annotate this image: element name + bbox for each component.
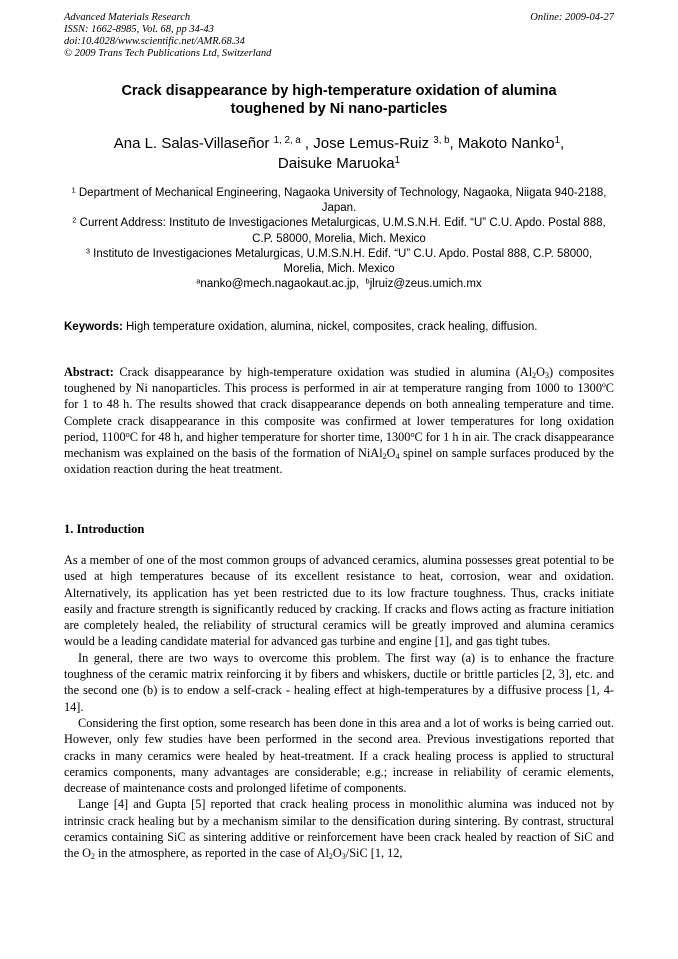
keywords-label: Keywords: bbox=[64, 321, 123, 333]
introduction-body bbox=[64, 552, 614, 862]
affiliation-number: 2 bbox=[72, 215, 77, 225]
affiliation-text: Department of Mechanical Engineering, Nagaoka University of Technology, Nagaoka, Niigata 940-2188, Japan. bbox=[75, 187, 607, 215]
keywords bbox=[64, 320, 614, 334]
paragraph: In general, there are two ways to overcome this problem. The first way (a) is to enhance the fracture toughness of the ceramic matrix reinforcing it by fibers and whiskers, ductile or brittle particles [2, 3], etc. and the second one (b) is to endow a self-crack - healing effect at high-temperatures by a diffusive process [1, 4-14]. bbox=[64, 650, 614, 714]
paragraph bbox=[64, 796, 614, 861]
author-list bbox=[64, 134, 614, 174]
subscript: 2 bbox=[90, 852, 95, 862]
abstract-text: C for 48 h, and higher temperature for shorter time, 1300 bbox=[129, 429, 411, 444]
superscript: o bbox=[125, 429, 130, 439]
email-link[interactable]: jlruiz@zeus.umich.mx bbox=[369, 278, 482, 291]
subscript: 3 bbox=[545, 370, 550, 380]
author-separator: , bbox=[560, 135, 565, 152]
copyright-line: © 2009 Trans Tech Publications Ltd, Switzerland bbox=[64, 48, 272, 59]
author-affiliation-mark: 1 bbox=[394, 155, 401, 167]
affiliation-number: 1 bbox=[71, 185, 76, 195]
paragraph-text: /SiC [1, 12, bbox=[345, 846, 403, 861]
paragraph-text: Lange [4] and Gupta [5] reported that crack healing process in monolithic alumina was induced not by intrinsic crack healing but by a mechanism similar to the densification during sintering. By contrast, structural ceramics containing SiC as sintering additive or reinforcement have been crack healed by reaction of SiC and the O bbox=[64, 797, 614, 861]
email-link[interactable]: nanko@mech.nagaokaut.ac.jp, bbox=[200, 278, 360, 291]
affiliation-number: 3 bbox=[85, 246, 90, 256]
abstract bbox=[64, 364, 614, 477]
email-mark: b bbox=[365, 276, 370, 286]
abstract-text: O bbox=[386, 446, 396, 461]
paragraph-text: O bbox=[332, 846, 342, 861]
paragraph-text: in the atmosphere, as reported in the case of Al bbox=[94, 846, 329, 861]
doi-line: doi:10.4028/www.scientific.net/AMR.68.34 bbox=[64, 36, 245, 47]
abstract-label: Abstract: bbox=[64, 365, 114, 379]
author-name: Ana L. Salas-Villaseñor bbox=[113, 135, 274, 152]
abstract-text: spinel on sample surfaces produced by the oxidation reaction during the heat treatment. bbox=[64, 446, 614, 477]
affiliation-text: Instituto de Investigaciones Metalurgicas, U.M.S.N.H. Edif. “U” C.U. Apdo. Postal 888, C.P. 58000, Morelia, Mich. Mexico bbox=[89, 247, 593, 276]
title-line-2: toughened by Ni nano-particles bbox=[230, 101, 448, 117]
email-mark: a bbox=[196, 276, 201, 286]
abstract-text: Crack disappearance by high-temperature oxidation was studied in alumina (Al bbox=[113, 365, 533, 379]
subscript: 2 bbox=[382, 452, 387, 461]
section-heading: 1. Introduction bbox=[64, 522, 145, 536]
paper-title bbox=[64, 82, 614, 118]
title-line-1: Crack disappearance by high-temperature oxidation of alumina bbox=[121, 83, 557, 99]
author-affiliation-mark: 3, b bbox=[433, 135, 450, 147]
paragraph: Considering the first option, some research has been done in this area and a lot of works is being carried out. However, only few studies have been performed in the second area. Previous investigations reported that cracks in many ceramics were healed by heat-treatment. If a crack healing process is applied to structural ceramics components, many advantages are considerable; e.g.; increase in reliability of ceramic elements, decrease of maintenance costs and prolonged lifetime of components. bbox=[64, 715, 614, 796]
running-header bbox=[64, 12, 614, 60]
online-date: Online: 2009-04-27 bbox=[530, 12, 614, 23]
journal-name: Advanced Materials Research bbox=[64, 12, 191, 23]
affiliation-1 bbox=[64, 186, 614, 216]
subscript: 4 bbox=[395, 452, 400, 461]
affiliation-text: Current Address: Instituto de Investigaciones Metalurgicas, U.M.S.N.H. Edif. “U” C.U. Apdo. Postal 888, C.P. 58000, Morelia, Mich. Mexico bbox=[76, 217, 606, 245]
abstract-text: O bbox=[536, 365, 546, 379]
paragraph: As a member of one of the most common groups of advanced ceramics, alumina possesses great potential to be used at high temperatures because of its excellent resistance to heat, corrosion, wear and oxidation. Alternatively, its application has yet been restricted due to its low fracture toughness. Thus, cracks initiate easily and fracture strength is significantly reduced by cracking. If cracks and flows acting as fracture initiation are completely healed, the reliability of structural ceramics will be greatly improved and alumina ceramics would be a leading candidate material for advanced gas turbine and engine [1], and gas tight tubes. bbox=[64, 553, 614, 649]
subscript: 3 bbox=[341, 852, 346, 862]
abstract-text: ) composites toughened by Ni nanoparticles. This process is performed in air at temperature ranging from 1000 to 1300ºC for 1 to 48 h. The results showed that crack disappearance depends on both annealing temperature and time. Complete crack disappearance in this composite was confirmed at lower temperatures for long oxidation period, 1100 bbox=[64, 365, 615, 444]
author-name: , Makoto Nanko bbox=[449, 135, 555, 152]
subscript: 2 bbox=[532, 370, 537, 380]
abstract-text: C for 1 h in air. The crack disappearance mechanism was explained on the basis of the formation of NiAl bbox=[64, 429, 615, 461]
issn-line: ISSN: 1662-8985, Vol. 68, pp 34-43 bbox=[64, 24, 214, 35]
keywords-text: High temperature oxidation, alumina, nickel, composites, crack healing, diffusion. bbox=[122, 321, 538, 333]
email-line bbox=[64, 277, 614, 292]
author-affiliation-mark: 1 bbox=[554, 135, 561, 147]
author-affiliation-mark: 1, 2, a bbox=[273, 135, 301, 147]
subscript: 2 bbox=[328, 852, 333, 862]
affiliation-2 bbox=[64, 216, 614, 246]
affiliations bbox=[64, 186, 614, 292]
author-name: Daisuke Maruoka bbox=[277, 155, 395, 172]
superscript: o bbox=[410, 429, 415, 439]
affiliation-3 bbox=[64, 247, 614, 277]
author-name: , Jose Lemus-Ruiz bbox=[300, 135, 434, 152]
